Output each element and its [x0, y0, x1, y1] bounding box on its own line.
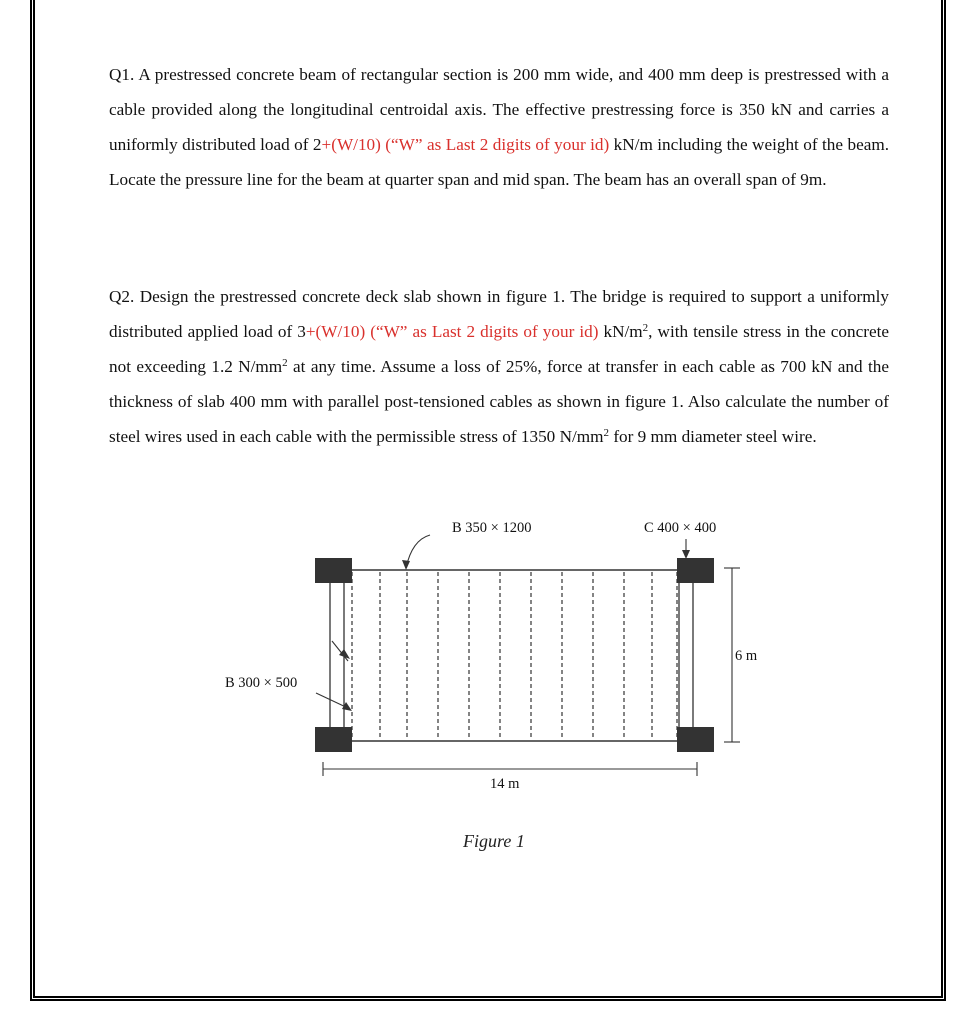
label-end-beam: B 300 × 500 — [225, 675, 298, 691]
leader-edge-beam — [406, 535, 430, 568]
arrow-head — [402, 560, 410, 570]
slab-plan-drawing — [220, 515, 770, 815]
label-edge-beam: B 350 × 1200 — [452, 520, 532, 536]
q2-highlight: +(W/10) (“W” as Last 2 digits of your id) — [305, 322, 599, 341]
label-width: 6 m — [735, 648, 758, 664]
q2-text-d: at any time. Assume a loss of 25%, force at transfer in each cable as 700 kN and the thickness of slab 400 mm with parallel post-tensioned cables as shown in figure 1. Also calculate the number of steel wires used in each cable with the permissible stress of 1350 N/mm — [109, 357, 889, 446]
question-1 — [109, 57, 889, 197]
label-column: C 400 × 400 — [644, 520, 717, 536]
q2-text: Q2. Design the prestressed concrete deck slab shown in figure 1. The bridge is required to support a uniformly distributed applied load of 3 — [109, 287, 889, 341]
post-tensioned-cables — [352, 572, 677, 739]
column — [677, 727, 714, 752]
q2-text-b: kN/m — [598, 322, 643, 341]
arrow-head — [682, 550, 690, 559]
column — [677, 558, 714, 583]
question-2 — [109, 279, 889, 454]
figure-caption: Figure 1 — [463, 831, 525, 851]
q2-superscript: 2 — [603, 427, 610, 439]
q2-text-c: , with tensile stress in the concrete not exceeding 1.2 N/mm — [109, 322, 889, 376]
q1-text: Q1. A prestressed concrete beam of rectangular section is 200 mm wide, and 400 mm deep is prestressed with a cable provided along the longitudinal centroidal axis. The effective prestressing force is 350 kN and carries a uniformly distributed load of 2 — [109, 65, 889, 154]
q2-superscript: 2 — [282, 357, 288, 369]
column — [315, 727, 352, 752]
label-span: 14 m — [490, 776, 520, 792]
deck-slab-figure — [220, 515, 770, 855]
q1-highlight: +(W/10) (“W” as Last 2 digits of your id) — [321, 135, 610, 154]
q2-text-e: for 9 mm diameter steel wire. — [609, 427, 817, 446]
leader-small — [332, 641, 348, 661]
q2-superscript: 2 — [642, 322, 649, 334]
column — [315, 558, 352, 583]
q1-text-end: kN/m including the weight of the beam. Locate the pressure line for the beam at quarter span and mid span. The beam has an overall span of 9m. — [109, 135, 889, 189]
